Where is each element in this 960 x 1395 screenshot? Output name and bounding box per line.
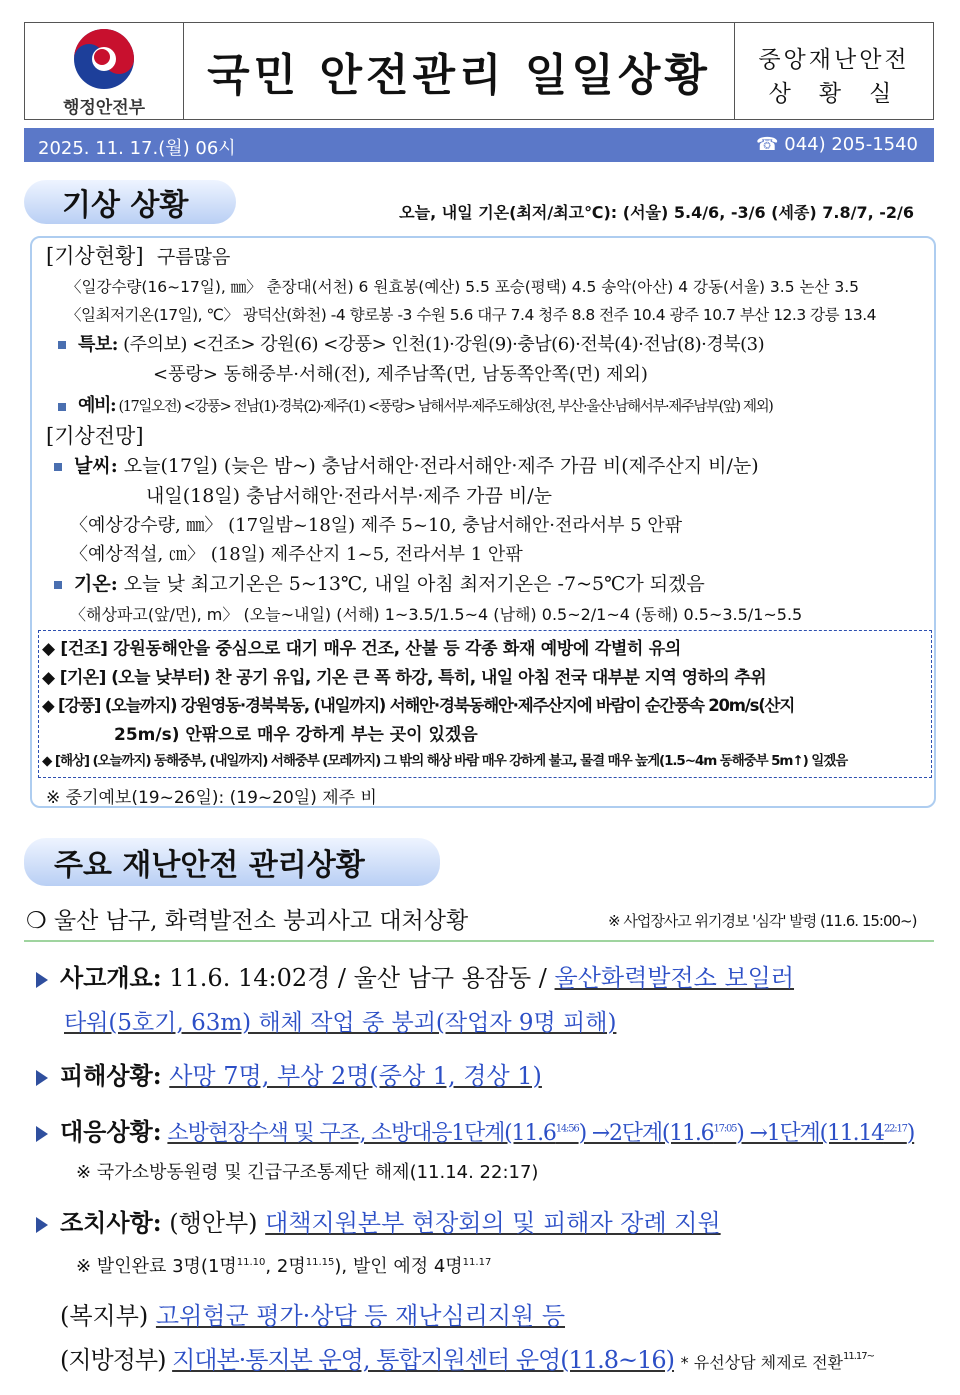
bullet-icon: [54, 463, 62, 471]
midterm-forecast: ※ 중기예보(19~26일): (19~20일) 제주 비: [46, 788, 377, 808]
divider: [24, 940, 934, 942]
ministry-name: 행정안전부: [62, 98, 146, 118]
current-label: [기상현황] 구름많음: [46, 244, 231, 268]
triangle-bullet-icon: [36, 972, 48, 988]
welfare-line: (복지부) 고위험군 평가·상담 등 재난심리지원 등: [60, 1302, 566, 1330]
weather-line2: 내일(18일) 충남서해안·전라서부·제주 가끔 비/눈: [146, 485, 552, 507]
report-date: 2025. 11. 17.(월) 06시: [38, 138, 236, 159]
bullet-icon: [58, 341, 66, 349]
alert-temp: ◆ [기온] (오늘 낮부터) 찬 공기 유입, 기온 큰 폭 하강, 특히, 내일 아침 전국 대부분 지역 영하의 추위: [42, 668, 767, 688]
rain-amount-line: 〈일강수량(16~17일), ㎜〉 춘장대(서천) 6 원효봉(예산) 5.5 포승(평택) 4.5 송악(아산) 4 강동(서울) 3.5 논산 3.5: [66, 278, 860, 296]
office-name-line1: 중앙재난안전: [758, 47, 910, 73]
action-note: ※ 발인완료 3명(1명$^{11.10}$, 2명$^{11.15}$), 발인 예정 4명$^{11.17}$: [76, 1256, 492, 1277]
taegeuk-emblem-icon: [72, 27, 136, 91]
alert-sea: ◆ [해상] (오늘까지) 동해중부, (내일까지) 서해중부 (모레까지) 그 밖의 해상 바람 매우 강하게 불고, 물결 매우 높게(1.5~4m 동해중부 5m↑) 일겠음: [42, 753, 848, 769]
snow-forecast: 〈예상적설, ㎝〉 (18일) 제주산지 1~5, 전라서부 1 안팎: [70, 544, 523, 565]
warning-line2: <풍랑> 동해중부·서해(전), 제주남쪽(먼, 남동쪽안쪽(먼) 제외): [153, 364, 648, 385]
ministry-logo-cell: [25, 23, 184, 119]
alert-wind-cont: 25m/s) 안팎으로 매우 강하게 부는 곳이 있겠음: [114, 725, 478, 745]
temps-summary: 오늘, 내일 기온(최저/최고℃): (서울) 5.4/6, -3/6 (세종) 7.8/7, -2/6: [399, 203, 914, 222]
office-name-line2: 상황실: [768, 81, 920, 107]
preliminary-line: 예비: (17일오전) <강풍> 전남(1)·경북(2)·제주(1) <풍랑> 남해서부·제주도해상(전, 부산·울산·남해서부·제주남부(앞) 제외): [58, 391, 772, 417]
temperature-line: 기온: 오늘 낮 최고기온은 5~13℃, 내일 아침 최저기온은 -7~5℃가 되겠음: [54, 569, 705, 596]
overview-line2: 타워(5호기, 63m) 해체 작업 중 붕괴(작업자 9명 피해): [64, 1010, 617, 1036]
forecast-label: [기상전망]: [46, 424, 144, 448]
triangle-bullet-icon: [36, 1126, 48, 1142]
rain-forecast: 〈예상강수량, ㎜〉 (17일밤~18일) 제주 5~10, 충남서해안·전라서부 5 안팎: [70, 515, 683, 536]
triangle-bullet-icon: [36, 1217, 48, 1233]
phone-number: ☎ 044) 205-1540: [756, 134, 918, 155]
weather-line1: 날씨: 오늘(17일) (늦은 밤~) 충남서해안·전라서해안·제주 가끔 비(제주산지 비/눈): [54, 451, 759, 478]
page-title: 국민 안전관리 일일상황: [207, 50, 711, 101]
date-bar: [24, 128, 934, 162]
response-line: 대응상황: 소방현장수색 및 구조, 소방대응1단계$(11.6^{14:56}) \to 2$단계$(11.6^{17:05}) \to 1$단계$(11.14^{22:17})$: [36, 1112, 914, 1147]
bullet-icon: [58, 403, 66, 411]
warning-line1: 특보: (주의보) <건조> 강원(6) <강풍> 인천(1)·강원(9)·충남(6)·전북(4)·전남(8)·경북(3): [58, 330, 764, 356]
overview-line1: 사고개요: 11.6. 14:02경 / 울산 남구 용잠동 / 울산화력발전소 보일러: [36, 958, 794, 993]
lowtemp-line: 〈일최저기온(17일), ℃〉 광덕산(화천) -4 향로봉 -3 수원 5.6 대구 7.4 청주 8.8 전주 10.4 광주 10.7 부산 12.3 강릉 13.4: [66, 306, 877, 324]
response-note: ※ 국가소방동원령 및 긴급구조통제단 해제(11.14. 22:17): [76, 1162, 539, 1183]
triangle-bullet-icon: [36, 1070, 48, 1086]
office-cell: [734, 23, 933, 119]
wave-height-line: 〈해상파고(앞/먼), m〉 (오늘~내일) (서해) 1~3.5/1.5~4 (남해) 0.5~2/1~4 (동해) 0.5~3.5/1~5.5: [70, 605, 803, 624]
topic-note: ※ 사업장사고 위기경보 '심각' 발령 (11.6. 15:00~): [608, 912, 917, 930]
weather-section-title: 기상 상황: [24, 180, 236, 224]
alert-wind: ◆ [강풍] (오늘까지) 강원영동·경북북동, (내일까지) 서해안·경북동해안·제주산지에 바람이 순간풍속 20m/s(산지: [42, 696, 795, 715]
damage-line: 피해상황: 사망 7명, 부상 2명(중상 1, 경상 1): [36, 1056, 542, 1091]
bullet-icon: [54, 581, 62, 589]
local-gov-line: (지방정부) 지대본·통지본 운영, 통합지원센터 운영(11.8~16) * 유선상담 체제로 전환$^{11.17\sim}$: [60, 1346, 875, 1374]
disaster-section-title: 주요 재난안전 관리상황: [24, 838, 440, 886]
alert-dry: ◆ [건조] 강원동해안을 중심으로 대기 매우 건조, 산불 등 각종 화재 예방에 각별히 유의: [42, 639, 681, 659]
document-header: [24, 22, 934, 120]
action-line: 조치사항: (행안부) 대책지원본부 현장회의 및 피해자 장례 지원: [36, 1203, 721, 1238]
topic-title: ❍ 울산 남구, 화력발전소 붕괴사고 대처상황: [26, 908, 469, 934]
